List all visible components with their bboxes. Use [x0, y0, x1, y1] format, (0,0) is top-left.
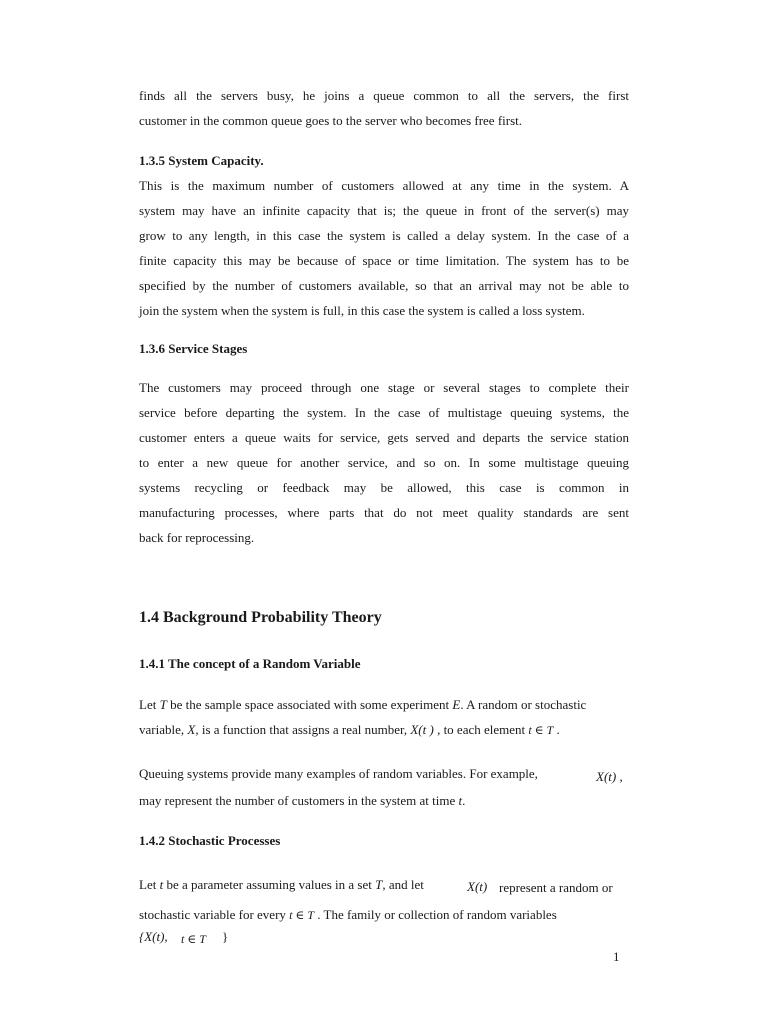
- s141-p1-l1-b: be the sample space associated with some experiment: [166, 697, 453, 712]
- s142-set-t-in-T: [181, 931, 206, 947]
- intro-line-2-text: customer in the common queue goes to the server who becomes free first.: [139, 113, 523, 128]
- s141-p2-l2-b: .: [462, 793, 466, 808]
- s142-l1-b: be a parameter assuming values in a set: [163, 877, 376, 892]
- page-number: 1: [613, 949, 620, 964]
- s141-p1-l1-c: . A random or stochastic: [460, 697, 587, 712]
- math-X-of-t-2: X(t): [596, 769, 617, 784]
- s141-p2-comma: ,: [616, 769, 623, 784]
- intro-line-2: [139, 113, 629, 129]
- s135-line-4: finite capacity this may be because of space or time limitation. The system has to be: [139, 253, 629, 268]
- s136-line-4: to enter a new queue for another service, and so on. In some multistage queuing: [139, 455, 629, 470]
- s141-p1-l2-a: variable,: [139, 722, 188, 737]
- s141-p1-line-1: [139, 697, 629, 713]
- section-1-3-6-heading: 1.3.6 Service Stages: [139, 341, 248, 356]
- s141-p1-l2-b: , is a function that assigns a real number,: [195, 722, 411, 737]
- s142-l2-a: stochastic variable for every: [139, 907, 290, 922]
- s141-p1-l2-c: , to each element: [433, 722, 529, 737]
- s141-p1-l2-d: .: [553, 722, 560, 737]
- s135-line-3: grow to any length, in this case the system is called a delay system. In the case of a: [139, 228, 629, 243]
- math-set-X-of-t: {X(t),: [139, 929, 168, 944]
- s136-line-3: customer enters a queue waits for service, gets served and departs the service station: [139, 430, 629, 445]
- s142-line-1-tail: represent a random or: [499, 880, 613, 895]
- s141-p1-l1-a: Let: [139, 697, 160, 712]
- s142-l1-a: Let: [139, 877, 160, 892]
- math-t-in-T: t ∈ T: [528, 723, 554, 737]
- s141-p2-line-2: [139, 793, 629, 809]
- math-X-of-t-3: X(t): [467, 879, 488, 894]
- s141-p2-l2-a: may represent the number of customers in the system at time: [139, 793, 459, 808]
- s142-set-close: }: [222, 929, 229, 944]
- math-X-of-t: X(t ): [410, 722, 434, 737]
- s142-l2-b: . The family or collection of random variables: [314, 907, 557, 922]
- math-T-2: T: [375, 877, 383, 892]
- s142-math-X-of-t: [467, 879, 487, 895]
- math-t-in-T-3: t ∈ T: [181, 932, 206, 946]
- s142-set-open: [139, 929, 168, 945]
- s141-p2-math-wrap: [596, 769, 623, 785]
- s135-line-2: system may have an infinite capacity that is; the queue in front of the server(s) may: [139, 203, 629, 218]
- s135-line-6: join the system when the system is full, in this case the system is called a loss system.: [139, 303, 585, 318]
- math-t: t: [458, 793, 463, 808]
- s136-line-6: manufacturing processes, where parts that do not meet quality standards are sent: [139, 505, 629, 520]
- s142-line-1: [139, 877, 469, 893]
- math-t-in-T-2: t ∈ T: [289, 908, 315, 922]
- s141-p2-line-1: Queuing systems provide many examples of random variables. For example,: [139, 766, 538, 781]
- math-t-2: t: [159, 877, 164, 892]
- intro-line-1: [139, 88, 629, 104]
- s135-line-1: This is the maximum number of customers allowed at any time in the system. A: [139, 178, 629, 193]
- s141-p1-line-2: [139, 722, 629, 738]
- section-1-4-heading: 1.4 Background Probability Theory: [139, 609, 382, 626]
- section-1-4-2-heading: 1.4.2 Stochastic Processes: [139, 833, 281, 848]
- math-T: T: [159, 697, 167, 712]
- section-1-4-1-heading: 1.4.1 The concept of a Random Variable: [139, 656, 361, 671]
- s136-line-7: back for reprocessing.: [139, 530, 255, 545]
- s142-l1-c: , and let: [382, 877, 424, 892]
- s135-line-5: specified by the number of customers available, so that an arrival may not be able to: [139, 278, 629, 293]
- section-1-3-5-heading: 1.3.5 System Capacity.: [139, 153, 264, 168]
- s136-line-2: service before departing the system. In the case of multistage queuing systems, the: [139, 405, 629, 420]
- math-X: X: [187, 722, 196, 737]
- s136-line-1: The customers may proceed through one stage or several stages to complete their: [139, 380, 629, 395]
- intro-line-1-text: finds all the servers busy, he joins a queue common to all the servers, the first: [139, 88, 629, 103]
- s136-line-5: systems recycling or feedback may be allowed, this case is common in: [139, 480, 629, 495]
- math-E: E: [452, 697, 461, 712]
- s142-line-2: [139, 907, 629, 923]
